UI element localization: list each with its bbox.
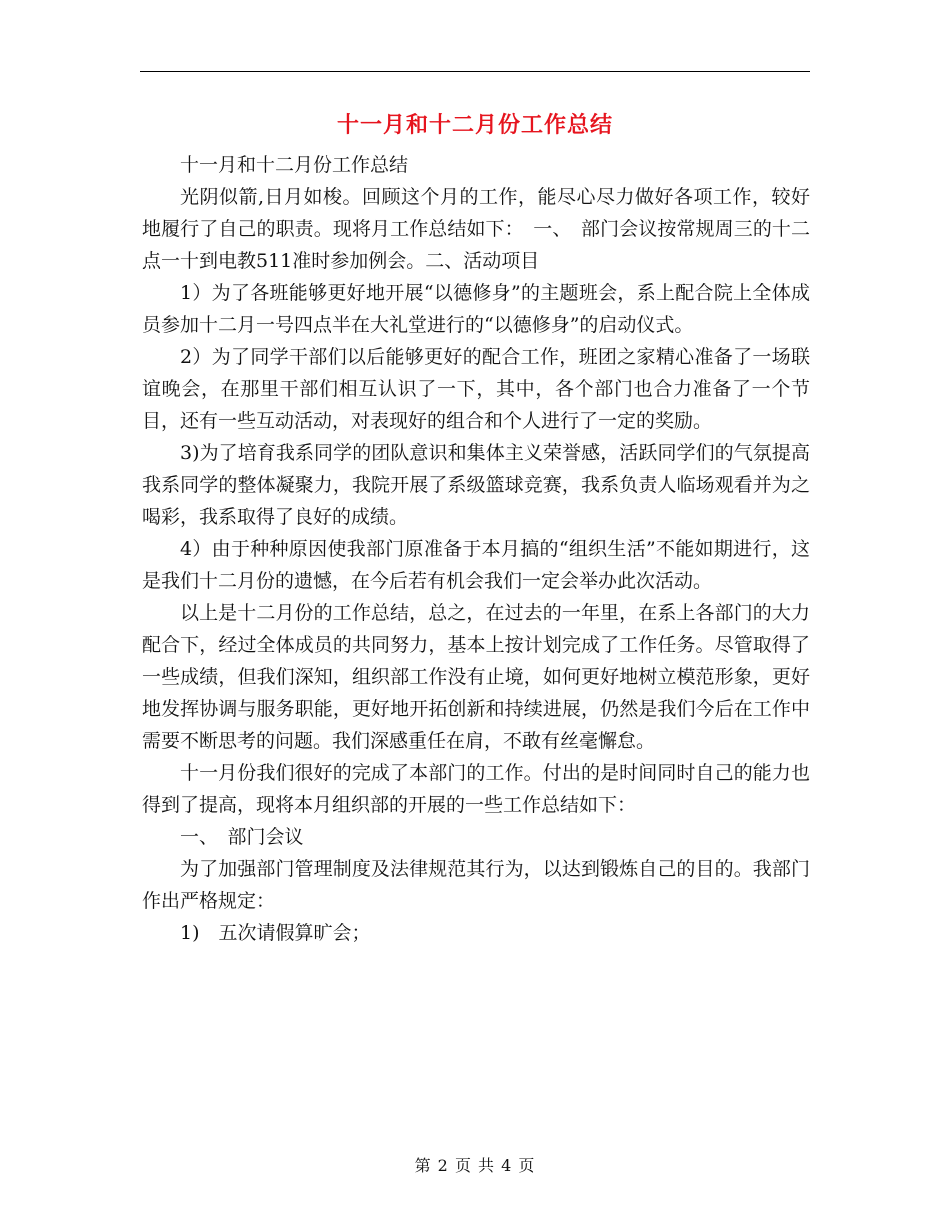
paragraph: 4）由于种种原因使我部门原准备于本月搞的“组织生活”不能如期进行，这是我们十二月份的遗憾，在今后若有机会我们一定会举办此次活动。 — [142, 538, 810, 592]
paragraph: 2）为了同学干部们以后能够更好的配合工作，班团之家精心准备了一场联谊晚会，在那里干部们相互认识了一下，其中，各个部门也合力准备了一个节目，还有一些互动活动，对表现好的组合和个人进行了一定的奖励。 — [142, 346, 810, 432]
document-body — [142, 149, 810, 949]
document-title: 十一月和十二月份工作总结 — [336, 113, 613, 138]
list-item: 1) 五次请假算旷会； — [180, 922, 371, 944]
paragraph: 十一月份我们很好的完成了本部门的工作。付出的是时间同时自己的能力也得到了提高，现将本月组织部的开展的一些工作总结如下： — [142, 762, 810, 816]
paragraph: 1）为了各班能够更好地开展“以德修身”的主题班会，系上配合院上全体成员参加十二月一号四点半在大礼堂进行的“以德修身”的启动仪式。 — [142, 282, 810, 336]
paragraph: 光阴似箭,日月如梭。回顾这个月的工作，能尽心尽力做好各项工作，较好地履行了自己的职责。现将月工作总结如下： 一、 部门会议按常规周三的十二点一十到电教511准时参加例会。二、活动项目 — [142, 186, 810, 272]
paragraph: 以上是十二月份的工作总结，总之，在过去的一年里，在系上各部门的大力配合下，经过全体成员的共同努力，基本上按计划完成了工作任务。尽管取得了一些成绩，但我们深知，组织部工作没有止境，如何更好地树立模范形象，更好地发挥协调与服务职能，更好地开拓创新和持续进展，仍然是我们今后在工作中需要不断思考的问题。我们深感重任在肩，不敢有丝毫懈怠。 — [142, 602, 810, 752]
paragraph: 3)为了培育我系同学的团队意识和集体主义荣誉感，活跃同学们的气氛提高我系同学的整体凝聚力，我院开展了系级篮球竞赛，我系负责人临场观看并为之喝彩，我系取得了良好的成绩。 — [142, 442, 810, 528]
paragraph: 十一月和十二月份工作总结 — [180, 154, 409, 176]
page-number: 第 2 页 共 4 页 — [414, 1156, 536, 1175]
header-rule — [140, 71, 810, 72]
paragraph: 为了加强部门管理制度及法律规范其行为，以达到锻炼自己的目的。我部门作出严格规定： — [142, 858, 810, 912]
section-heading: 一、 部门会议 — [180, 826, 304, 848]
